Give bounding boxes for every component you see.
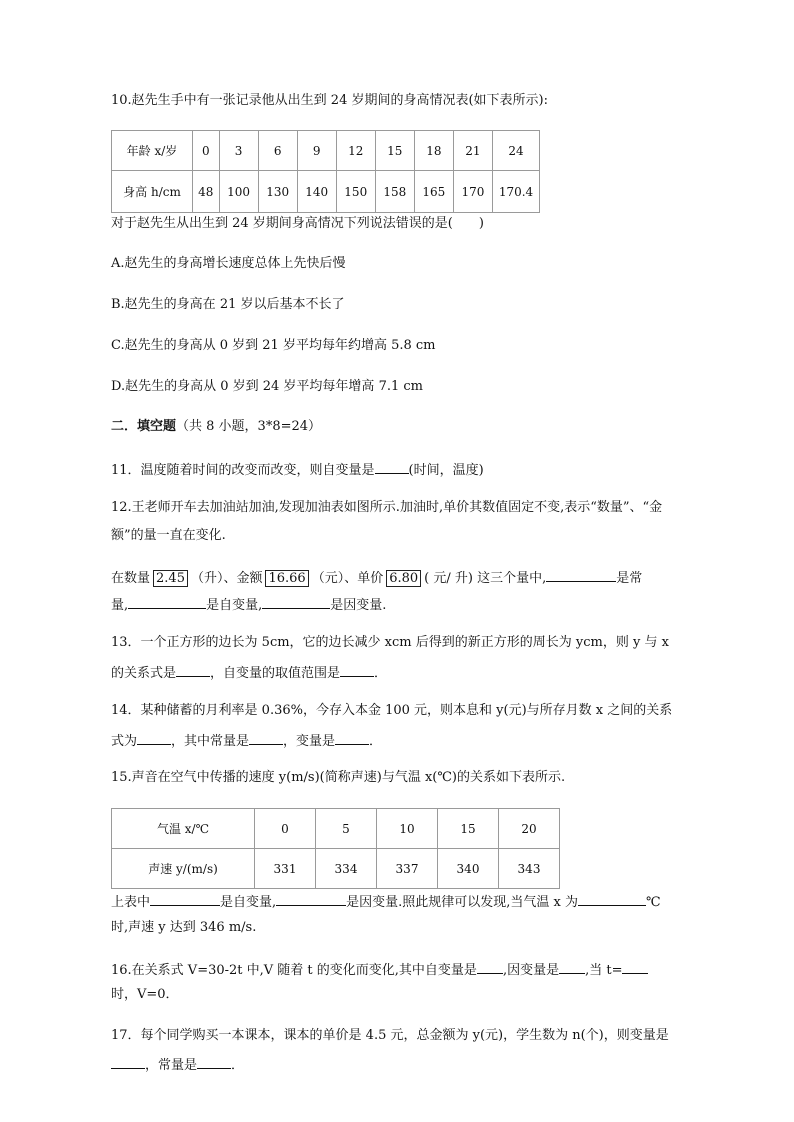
q10-height-cell: 165	[414, 171, 453, 213]
q10-age-cell: 15	[375, 131, 414, 171]
q17-end: ．	[231, 1058, 245, 1073]
q10-height-cell: 170.4	[493, 171, 540, 213]
q16-line2: 时，V=0．	[111, 987, 179, 1002]
q14-constant-label: ，其中常量是	[171, 734, 250, 749]
q13-blank-relation[interactable]	[176, 662, 210, 677]
q13-end: ．	[374, 666, 388, 681]
q15-blank-independent[interactable]	[150, 891, 220, 906]
q17-line1: 17．每个同学购买一本课本，课本的单价是 4.5 元，总金额为 y(元)，学生数为 n(个)，则变量是	[111, 1028, 669, 1043]
q10-row1-label: 年龄 x/岁	[112, 131, 193, 171]
q16-t-label: ,当 t=	[585, 963, 623, 978]
q12-price-label: （元）、单价	[311, 571, 384, 586]
q10-question: 对于赵先生从出生到 24 岁期间身高情况下列说法错误的是( )	[111, 216, 484, 231]
q17-constant-label: ，常量是	[145, 1058, 198, 1073]
q12-unit-text: ( 元/ 升) 这三个量中,	[424, 571, 547, 586]
q10-age-cell: 24	[493, 131, 540, 171]
q12-blank-constant[interactable]	[546, 567, 616, 582]
q15-row2-label: 声速 y/(m/s)	[112, 849, 255, 889]
q10-age-cell: 9	[297, 131, 336, 171]
q15-celsius-unit: ℃	[646, 895, 661, 910]
q12-amount-value: 16.66	[265, 570, 308, 587]
q15-row1-label: 气温 x/℃	[112, 809, 255, 849]
q10-height-cell: 170	[453, 171, 492, 213]
q10-height-cell: 48	[193, 171, 220, 213]
q14-end: ．	[369, 734, 383, 749]
q12-price-value: 6.80	[386, 570, 421, 587]
q15-speed-cell: 334	[316, 849, 377, 889]
q10-height-cell: 150	[336, 171, 375, 213]
q12-line4	[111, 594, 386, 615]
q14-blank-constant[interactable]	[249, 730, 283, 745]
q10-intro: 10.赵先生手中有一张记录他从出生到 24 岁期间的身高情况表(如下表所示):	[111, 93, 549, 108]
q14-line1: 14．某种储蓄的月利率是 0.36%，今存入本金 100 元，则本息和 y(元)与所存月数 x 之间的关系	[111, 703, 673, 718]
q10-age-cell: 6	[258, 131, 297, 171]
q15-temp-cell: 10	[377, 809, 438, 849]
section-note: （共 8 小题，3*8=24）	[176, 419, 322, 434]
q13-relation-label: 的关系式是	[111, 666, 177, 681]
q14-formula-label: 式为	[111, 734, 138, 749]
q10-age-cell: 12	[336, 131, 375, 171]
q10-row2-label: 身高 h/cm	[112, 171, 193, 213]
q12-quantity-label: 在数量	[111, 571, 151, 586]
q15-temp-cell: 5	[316, 809, 377, 849]
q12-line2: 额”的量一直在变化.	[111, 528, 226, 543]
q12-independent-label: 是自变量,	[206, 598, 263, 613]
q13-line1: 13．一个正方形的边长为 5cm，它的边长减少 xcm 后得到的新正方形的周长为 ycm，则 y 与 x	[111, 635, 669, 650]
q12-constant-label: 是常	[616, 571, 643, 586]
q15-speed-cell: 340	[438, 849, 499, 889]
q10-option-c: C.赵先生的身高从 0 岁到 21 岁平均每年约增高 5.8 cm	[111, 338, 436, 353]
q16-line1	[111, 959, 648, 980]
q10-height-cell: 130	[258, 171, 297, 213]
q10-height-cell: 100	[219, 171, 258, 213]
q17-blank-constant[interactable]	[197, 1054, 231, 1069]
q10-option-a: A.赵先生的身高增长速度总体上先快后慢	[111, 256, 346, 271]
q15-sound-speed-table	[111, 808, 560, 889]
q16-blank-dependent[interactable]	[559, 959, 585, 974]
q16-independent-label: 16.在关系式 V=30-2t 中,V 随着 t 的变化而变化,其中自变量是	[111, 963, 477, 978]
q15-temp-cell: 20	[499, 809, 560, 849]
q12-blank-dependent[interactable]	[262, 594, 330, 609]
section-title: 二．填空题	[111, 419, 177, 434]
q16-blank-t[interactable]	[622, 959, 648, 974]
q10-height-table	[111, 130, 540, 213]
q10-height-cell: 158	[375, 171, 414, 213]
q14-blank-variable[interactable]	[335, 730, 369, 745]
q15-speed-cell: 331	[255, 849, 316, 889]
q15-line2: 时,声速 y 达到 346 m/s.	[111, 920, 257, 935]
q11	[111, 459, 484, 480]
q13-range-label: ，自变量的取值范围是	[210, 666, 341, 681]
q14-variable-label: ，变量是	[283, 734, 336, 749]
q16-blank-independent[interactable]	[477, 959, 503, 974]
q10-age-cell: 0	[193, 131, 220, 171]
section-heading	[111, 418, 321, 436]
q13-line2	[111, 662, 387, 683]
q15-blank-temperature[interactable]	[578, 891, 646, 906]
q12-line4-start: 量,	[111, 598, 129, 613]
q11-blank[interactable]	[375, 459, 409, 474]
q14-line2	[111, 730, 382, 751]
q11-options: (时间，温度)	[408, 463, 484, 478]
q12-amount-label: （升）、金额	[190, 571, 263, 586]
q12-blank-independent[interactable]	[128, 594, 206, 609]
q12-quantity-value: 2.45	[153, 570, 188, 587]
q10-age-cell: 3	[219, 131, 258, 171]
q15-dependent-label: 是因变量.照此规律可以发现,当气温 x 为	[346, 895, 579, 910]
q15-speed-cell: 343	[499, 849, 560, 889]
q15-temp-cell: 0	[255, 809, 316, 849]
q14-blank-formula[interactable]	[137, 730, 171, 745]
q10-option-b: B.赵先生的身高在 21 岁以后基本不长了	[111, 297, 345, 312]
q10-age-cell: 18	[414, 131, 453, 171]
q10-option-d: D.赵先生的身高从 0 岁到 24 岁平均每年增高 7.1 cm	[111, 379, 423, 394]
q16-dependent-label: ,因变量是	[502, 963, 560, 978]
q15-intro: 15.声音在空气中传播的速度 y(m/s)(简称声速)与气温 x(℃)的关系如下表所示.	[111, 770, 566, 785]
q10-age-cell: 21	[453, 131, 492, 171]
q17-line2	[111, 1054, 244, 1075]
q12-dependent-label: 是因变量.	[330, 598, 387, 613]
q17-blank-variable[interactable]	[111, 1054, 145, 1069]
q15-line1	[111, 891, 661, 912]
q12-line3	[111, 567, 642, 588]
q15-temp-cell: 15	[438, 809, 499, 849]
q10-height-cell: 140	[297, 171, 336, 213]
q15-line1-start: 上表中	[111, 895, 151, 910]
q15-independent-label: 是自变量,	[220, 895, 277, 910]
q15-blank-dependent[interactable]	[276, 891, 346, 906]
q11-text: 11．温度随着时间的改变而改变，则自变量是	[111, 463, 375, 478]
q12-line1: 12.王老师开车去加油站加油,发现加油表如图所示.加油时,单价其数值固定不变,表示“数量”、“金	[111, 500, 663, 515]
q15-speed-cell: 337	[377, 849, 438, 889]
q13-blank-range[interactable]	[340, 662, 374, 677]
